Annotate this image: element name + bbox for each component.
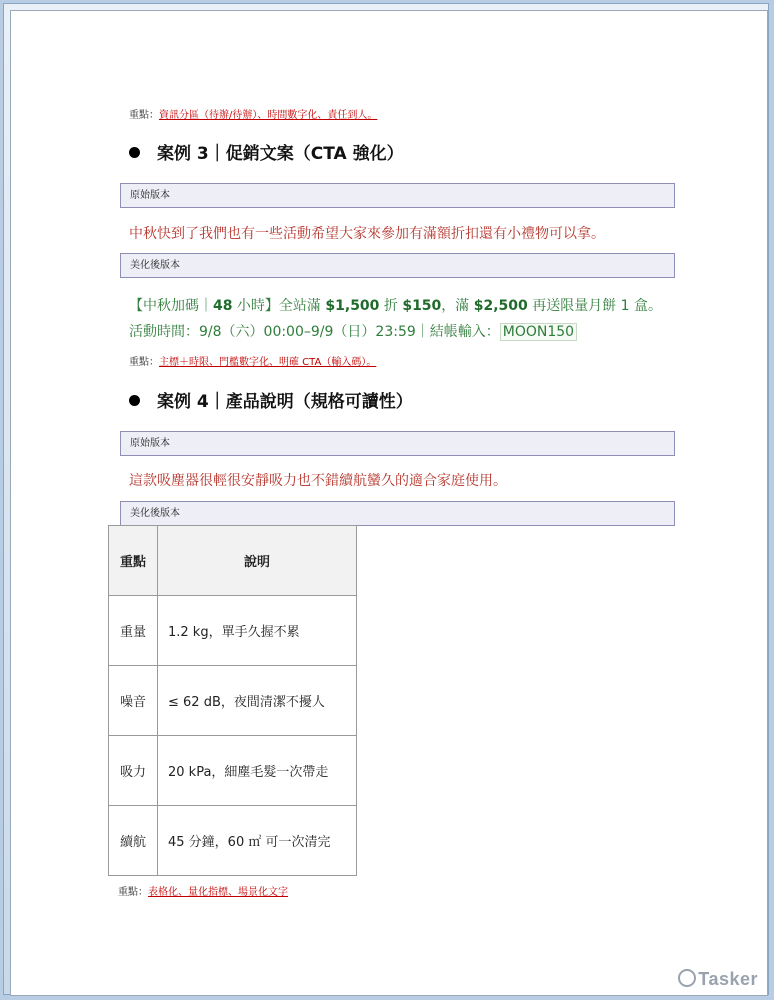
- case4-original-text: 這款吸塵器很輕很安靜吸力也不錯續航蠻久的適合家庭使用。: [129, 473, 507, 489]
- label-original-case4: [120, 431, 675, 456]
- table-row: [109, 596, 357, 666]
- promo-part: 再送限量月餅 1 盒。: [527, 298, 663, 314]
- promo-part: 折: [379, 298, 403, 314]
- label-original-text: 原始版本: [130, 438, 170, 449]
- label-original-text: 原始版本: [130, 190, 170, 201]
- table-cell-desc: 45 分鐘，60 ㎡ 可一次清完: [158, 806, 357, 876]
- note-prefix: 重點：: [118, 887, 148, 898]
- tasker-logo-icon: [678, 969, 696, 987]
- heading-case4-text: 案例 4｜產品說明（規格可讀性）: [157, 392, 413, 412]
- note-highlight: 主標＋時限、門檻數字化、明確 CTA（輸入碼）。: [159, 357, 377, 368]
- table-header-key: 重點: [109, 526, 158, 596]
- promo-time: 活動時間：9/8（六）00:00–9/9（日）23:59｜結帳輸入：: [129, 324, 500, 340]
- table-cell-key: 續航: [109, 806, 158, 876]
- promo-threshold-1: $1,500: [325, 298, 380, 314]
- table-row: [109, 666, 357, 736]
- promo-threshold-2: $2,500: [473, 298, 528, 314]
- label-original-case3: [120, 183, 675, 208]
- table-cell-desc: ≤ 62 dB，夜間清潔不擾人: [158, 666, 357, 736]
- tasker-watermark: [678, 969, 758, 990]
- heading-case3-text: 案例 3｜促銷文案（CTA 強化）: [157, 144, 404, 164]
- table-row: [109, 736, 357, 806]
- note-case3: [129, 353, 376, 368]
- case3-original-text: 中秋快到了我們也有一些活動希望大家來參加有滿額折扣還有小禮物可以拿。: [129, 226, 605, 242]
- table-row: [109, 806, 357, 876]
- promo-part: 【中秋加碼｜: [129, 298, 213, 314]
- promo-code: MOON150: [500, 323, 577, 341]
- heading-case3: [129, 139, 404, 164]
- promo-part: 小時】全站滿: [232, 298, 326, 314]
- case3-beautified-line2: [129, 321, 577, 341]
- note-highlight: 表格化、量化指標、場景化文字: [148, 887, 288, 898]
- table-header-row: [109, 526, 357, 596]
- label-beautified-case3: [120, 253, 675, 278]
- note-prefix: 重點：: [129, 110, 159, 121]
- spec-table: [108, 525, 357, 876]
- promo-part: ，滿: [441, 298, 474, 314]
- case3-beautified-line1: [129, 295, 662, 315]
- note-highlight: 資訊分區（待辦/待辦）、時間數字化、責任到人。: [159, 110, 378, 121]
- label-beautified-text: 美化後版本: [130, 508, 180, 519]
- label-beautified-text: 美化後版本: [130, 260, 180, 271]
- bullet-icon: [129, 147, 140, 158]
- table-cell-desc: 20 kPa，細塵毛髮一次帶走: [158, 736, 357, 806]
- heading-case4: [129, 387, 413, 412]
- watermark-text: Tasker: [698, 969, 758, 989]
- promo-hours: 48: [213, 298, 233, 314]
- promo-discount: $150: [402, 298, 442, 314]
- bullet-icon: [129, 395, 140, 406]
- table-cell-key: 重量: [109, 596, 158, 666]
- label-beautified-case4: [120, 501, 675, 526]
- table-cell-desc: 1.2 kg，單手久握不累: [158, 596, 357, 666]
- note-case2: [129, 106, 377, 121]
- table-cell-key: 吸力: [109, 736, 158, 806]
- table-header-desc: 說明: [158, 526, 357, 596]
- note-prefix: 重點：: [129, 357, 159, 368]
- table-cell-key: 噪音: [109, 666, 158, 736]
- note-case4: [118, 883, 288, 898]
